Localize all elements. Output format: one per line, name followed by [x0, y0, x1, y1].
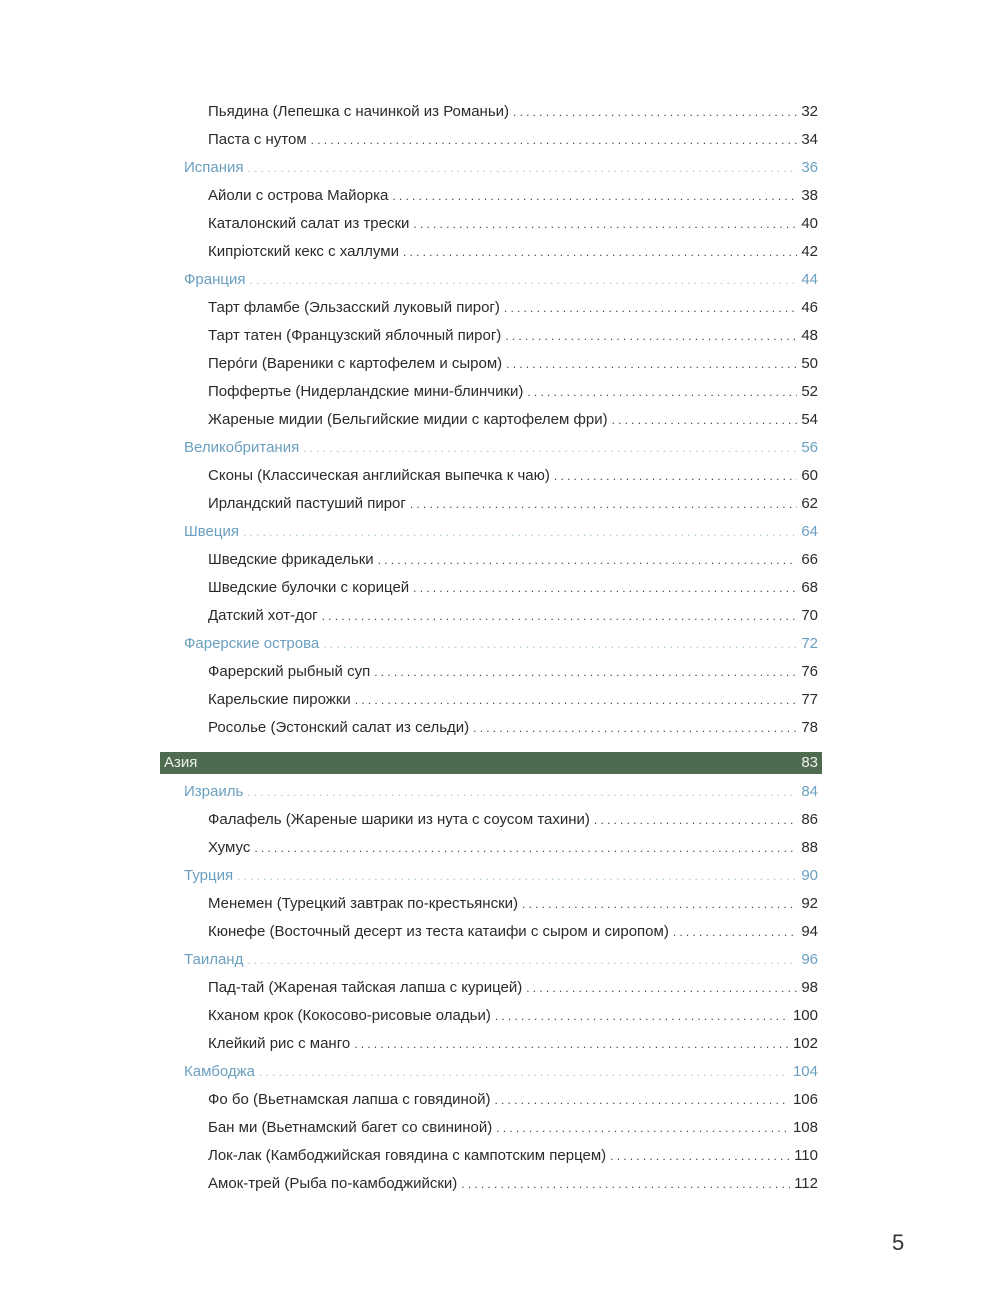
dot-leader [237, 862, 797, 890]
entry-title: Хумус [208, 839, 251, 856]
entry-title: Каталонский салат из трески [208, 215, 410, 232]
entry-page-number: 66 [801, 551, 818, 568]
toc-recipe-entry[interactable] [160, 462, 822, 490]
entry-page-number: 34 [801, 131, 818, 148]
entry-title: Таиланд [184, 951, 244, 968]
entry-title: Кюнефе (Восточный десерт из теста катаифи с сыром и сиропом) [208, 923, 669, 940]
entry-title: Турция [184, 867, 234, 884]
entry-title: Кипрiотский кекс с халлуми [208, 243, 399, 260]
entry-page-number: 72 [801, 635, 818, 652]
entry-page-number: 64 [801, 523, 818, 540]
dot-leader [378, 546, 798, 574]
dot-leader [374, 658, 797, 686]
entry-page-number: 84 [801, 783, 818, 800]
entry-title: Фалафель (Жареные шарики из нута с соусом тахини) [208, 811, 590, 828]
dot-leader [392, 182, 797, 210]
dot-leader [594, 806, 797, 834]
dot-leader [554, 462, 797, 490]
dot-leader [247, 946, 797, 974]
entry-title: Пьядина (Лепешка с начинкой из Романьи) [208, 103, 510, 120]
entry-page-number: 42 [801, 243, 818, 260]
entry-title: Менемен (Турецкий завтрак по-крестьянски) [208, 895, 519, 912]
dot-leader [505, 322, 797, 350]
entry-page-number: 62 [801, 495, 818, 512]
entry-page-number: 104 [792, 1063, 818, 1080]
toc-recipe-entry[interactable] [160, 918, 822, 946]
entry-page-number: 60 [801, 467, 818, 484]
entry-title: Перо́ги (Вареники с картофелем и сыром) [208, 355, 503, 372]
entry-page-number: 86 [801, 811, 818, 828]
dot-leader [513, 98, 797, 126]
dot-leader [494, 1086, 788, 1114]
dot-leader [323, 630, 797, 658]
entry-page-number: 68 [801, 579, 818, 596]
toc-country-entry[interactable] [160, 630, 822, 658]
entry-page-number: 76 [801, 663, 818, 680]
dot-leader [610, 1142, 790, 1170]
dot-leader [527, 378, 797, 406]
toc-recipe-entry[interactable] [160, 406, 822, 434]
toc-country-entry[interactable] [160, 434, 822, 462]
entry-title: Тарт татен (Французский яблочный пирог) [208, 327, 502, 344]
entry-page-number: 96 [801, 951, 818, 968]
toc-country-entry[interactable] [160, 778, 822, 806]
page-number: 5 [892, 1230, 905, 1255]
entry-title: Швеция [184, 523, 239, 540]
toc-recipe-entry[interactable] [160, 574, 822, 602]
entry-title: Сконы (Классическая английская выпечка к чаю) [208, 467, 550, 484]
entry-title: Амок-трей (Рыба по-камбоджийски) [208, 1175, 458, 1192]
entry-page-number: 70 [801, 607, 818, 624]
toc-country-entry[interactable] [160, 1058, 822, 1086]
entry-title: Кханом крок (Кокосово-рисовые оладьи) [208, 1007, 491, 1024]
toc-section-header[interactable] [160, 752, 822, 774]
toc-recipe-entry[interactable] [160, 238, 822, 266]
entry-title: Жареные мидии (Бельгийские мидии с картофелем фри) [208, 411, 608, 428]
entry-page-number: 88 [801, 839, 818, 856]
dot-leader [254, 834, 797, 862]
entry-title: Клейкий рис с манго [208, 1035, 351, 1052]
entry-title: Пад-тай (Жареная тайская лапша с курицей) [208, 979, 523, 996]
entry-page-number: 36 [801, 159, 818, 176]
toc-recipe-entry[interactable] [160, 210, 822, 238]
entry-page-number: 77 [801, 691, 818, 708]
toc-recipe-entry[interactable] [160, 658, 822, 686]
entry-title: Бан ми (Вьетнамский багет со свининой) [208, 1119, 493, 1136]
entry-page-number: 48 [801, 327, 818, 344]
toc-recipe-entry[interactable] [160, 834, 822, 862]
dot-leader [355, 686, 798, 714]
toc-recipe-entry[interactable] [160, 98, 822, 126]
toc-recipe-entry[interactable] [160, 546, 822, 574]
toc-country-entry[interactable] [160, 518, 822, 546]
entry-title: Поффертье (Нидерландские мини-блинчики) [208, 383, 524, 400]
toc-recipe-entry[interactable] [160, 1086, 822, 1114]
entry-title: Росолье (Эстонский салат из сельди) [208, 719, 470, 736]
dot-leader [322, 602, 798, 630]
toc-recipe-entry[interactable] [160, 602, 822, 630]
entry-title: Паста с нутом [208, 131, 307, 148]
entry-page-number: 92 [801, 895, 818, 912]
entry-page-number: 56 [801, 439, 818, 456]
toc-recipe-entry[interactable] [160, 1030, 822, 1058]
entry-page-number: 108 [792, 1119, 818, 1136]
dot-leader [249, 266, 797, 294]
entry-page-number: 78 [801, 719, 818, 736]
dot-leader [243, 518, 797, 546]
toc-recipe-entry[interactable] [160, 1170, 822, 1198]
dot-leader [526, 974, 797, 1002]
entry-title: Датский хот-дог [208, 607, 318, 624]
dot-leader [522, 890, 797, 918]
entry-title: Карельские пирожки [208, 691, 351, 708]
entry-title: Ирландский пастуший пирог [208, 495, 406, 512]
toc-recipe-entry[interactable] [160, 1002, 822, 1030]
dot-leader [413, 574, 797, 602]
entry-title: Израиль [184, 783, 244, 800]
dot-leader [311, 126, 798, 154]
entry-title: Камбоджа [184, 1063, 255, 1080]
entry-title: Шведские булочки с корицей [208, 579, 410, 596]
toc-recipe-entry[interactable] [160, 350, 822, 378]
dot-leader [673, 918, 797, 946]
dot-leader [495, 1002, 789, 1030]
entry-page-number: 112 [794, 1175, 818, 1192]
entry-title: Шведские фрикадельки [208, 551, 374, 568]
entry-title: Лок-лак (Камбоджийская говядина с кампотским перцем) [208, 1147, 607, 1164]
dot-leader [504, 294, 797, 322]
entry-page-number: 102 [792, 1035, 818, 1052]
dot-leader [496, 1114, 789, 1142]
dot-leader [248, 154, 798, 182]
dot-leader [303, 434, 797, 462]
entry-title: Фо бо (Вьетнамская лапша с говядиной) [208, 1091, 491, 1108]
toc-recipe-entry[interactable] [160, 322, 822, 350]
dot-leader [506, 350, 797, 378]
toc-recipe-entry[interactable] [160, 1114, 822, 1142]
toc-recipe-entry[interactable] [160, 1142, 822, 1170]
toc-recipe-entry[interactable] [160, 126, 822, 154]
toc-country-entry[interactable] [160, 862, 822, 890]
entry-title: Франция [184, 271, 246, 288]
entry-page-number: 110 [794, 1147, 818, 1164]
toc-recipe-entry[interactable] [160, 294, 822, 322]
dot-leader [247, 778, 797, 806]
dot-leader [612, 406, 798, 434]
toc-recipe-entry[interactable] [160, 806, 822, 834]
toc-recipe-entry[interactable] [160, 490, 822, 518]
entry-page-number: 94 [801, 923, 818, 940]
toc-country-entry[interactable] [160, 154, 822, 182]
entry-page-number: 52 [801, 383, 818, 400]
entry-page-number: 83 [801, 754, 818, 771]
toc-country-entry[interactable] [160, 946, 822, 974]
dot-leader [403, 238, 797, 266]
toc-recipe-entry[interactable] [160, 974, 822, 1002]
entry-page-number: 100 [792, 1007, 818, 1024]
entry-title: Великобритания [184, 439, 300, 456]
entry-title: Испания [184, 159, 244, 176]
entry-page-number: 54 [801, 411, 818, 428]
toc-recipe-entry[interactable] [160, 890, 822, 918]
toc-recipe-entry[interactable] [160, 182, 822, 210]
entry-title: Айоли с острова Майорка [208, 187, 389, 204]
toc-recipe-entry[interactable] [160, 686, 822, 714]
entry-page-number: 46 [801, 299, 818, 316]
entry-title: Фарерские острова [184, 635, 320, 652]
dot-leader [461, 1170, 790, 1198]
entry-title: Тарт фламбе (Эльзасский луковый пирог) [208, 299, 500, 316]
entry-page-number: 50 [801, 355, 818, 372]
dot-leader [354, 1030, 789, 1058]
dot-leader [413, 210, 797, 238]
dot-leader [259, 1058, 789, 1086]
toc-recipe-entry[interactable] [160, 378, 822, 406]
toc-recipe-entry[interactable] [160, 714, 822, 742]
entry-title: Азия [164, 754, 198, 771]
entry-title: Фарерский рыбный суп [208, 663, 371, 680]
entry-page-number: 44 [801, 271, 818, 288]
dot-leader [410, 490, 797, 518]
entry-page-number: 38 [801, 187, 818, 204]
entry-page-number: 98 [801, 979, 818, 996]
table-of-contents [160, 98, 822, 1198]
entry-page-number: 106 [792, 1091, 818, 1108]
entry-page-number: 32 [801, 103, 818, 120]
toc-country-entry[interactable] [160, 266, 822, 294]
entry-page-number: 40 [801, 215, 818, 232]
dot-leader [473, 714, 797, 742]
entry-page-number: 90 [801, 867, 818, 884]
